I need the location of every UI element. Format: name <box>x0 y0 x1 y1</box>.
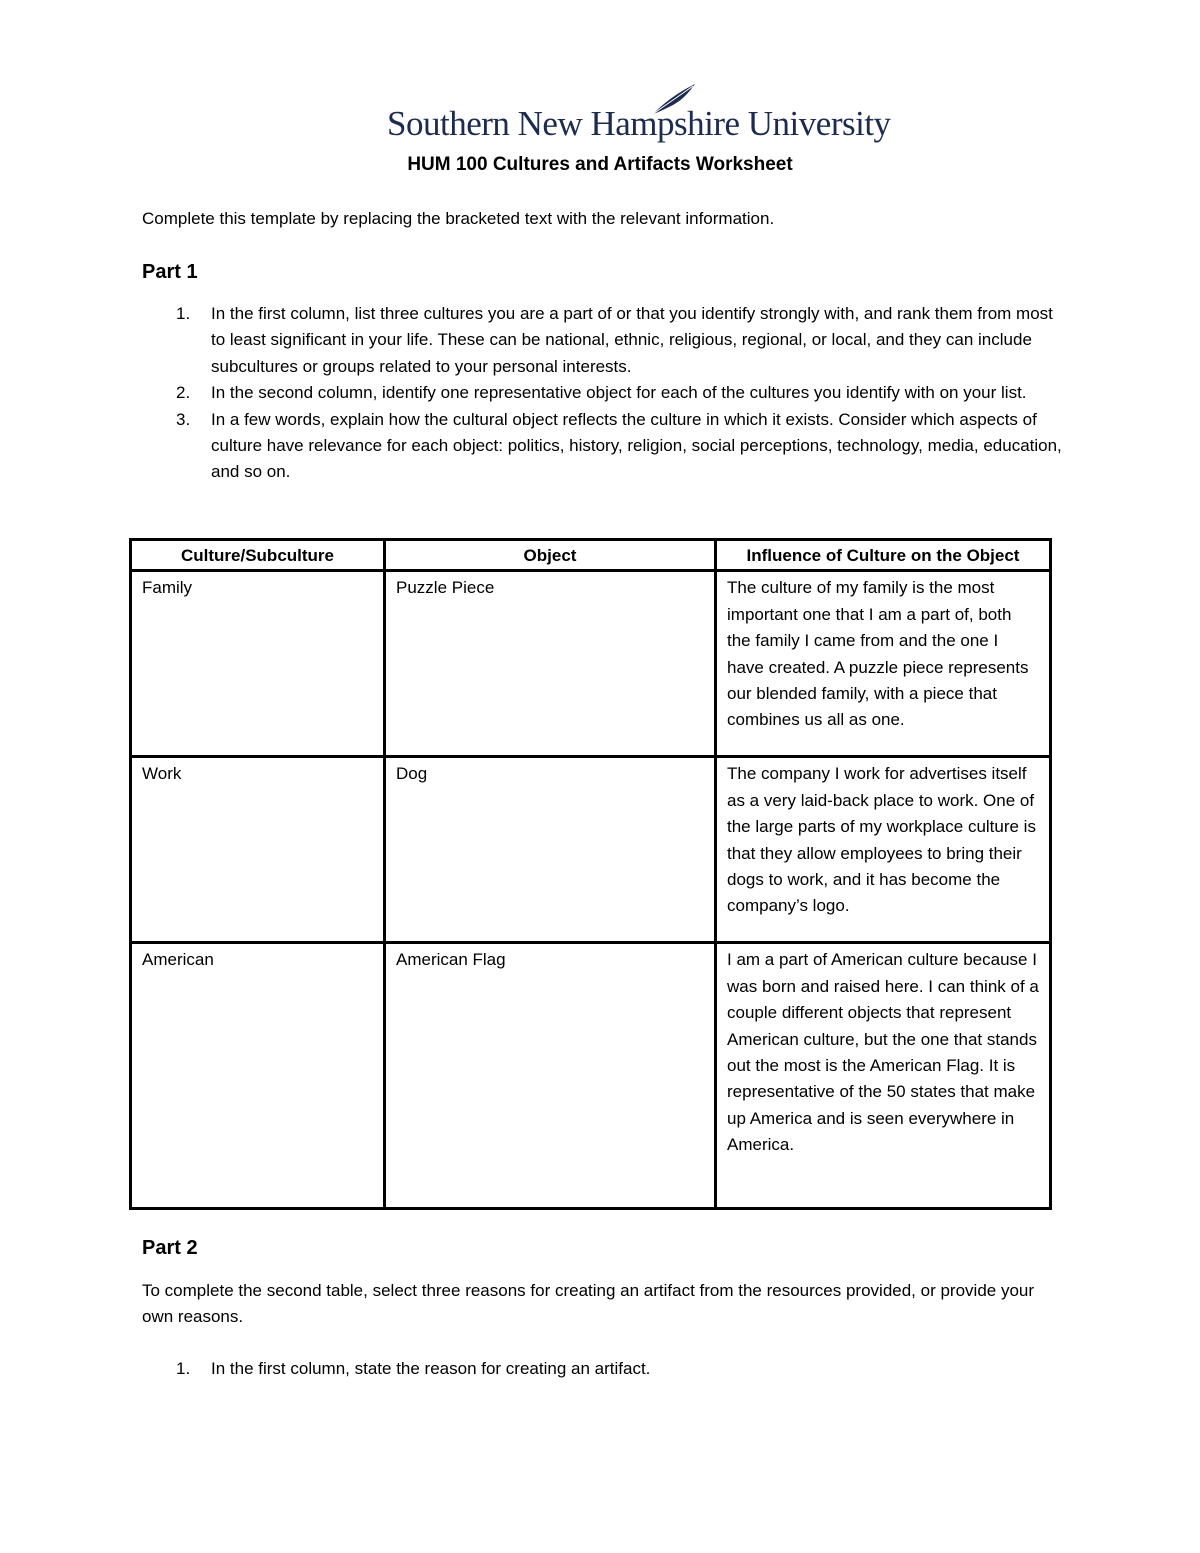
list-text: In the first column, state the reason for creating an artifact. <box>211 1359 651 1378</box>
cell-influence: The company I work for advertises itself as a very laid-back place to work. One of the large parts of my workplace culture is that they allow employees to bring their dogs to work, and it has become the company’s logo. <box>716 757 1051 943</box>
table-row <box>131 571 1051 757</box>
list-number: 2. <box>176 383 191 403</box>
intro-text: Complete this template by replacing the bracketed text with the relevant information. <box>142 209 775 228</box>
list-item <box>142 380 1062 406</box>
culture-artifact-table <box>129 538 1052 1210</box>
part2-heading: Part 2 <box>142 1237 198 1259</box>
cell-culture: American <box>131 943 385 1209</box>
cell-object: Dog <box>385 757 716 943</box>
cell-object: Puzzle Piece <box>385 571 716 757</box>
cell-culture: Work <box>131 757 385 943</box>
list-number: 1. <box>176 304 191 323</box>
cell-influence: I am a part of American culture because I was born and raised here. I can think of a couple different objects that represent American culture, but the one that stands out the most is the American Flag. It is representative of the 50 states that make up America and is seen everywhere in America. <box>716 943 1051 1209</box>
list-item <box>142 301 1062 380</box>
list-number: 3. <box>176 409 191 429</box>
header-influence: Influence of Culture on the Object <box>716 540 1051 571</box>
list-text: In the first column, list three cultures you are a part of or that you identify strongly with, and rank them from most to least significant in your life. These can be national, ethnic, religious, regional, or local, and they can include subcultures or groups related to your personal interests. <box>211 304 1053 376</box>
list-item <box>142 407 1062 486</box>
table-row <box>131 943 1051 1209</box>
part2-instructions <box>142 1356 1062 1382</box>
cell-object: American Flag <box>385 943 716 1209</box>
part2-paragraph: To complete the second table, select three reasons for creating an artifact from the resources provided, or provide your own reasons. <box>142 1281 1035 1327</box>
logo-wordmark: Southern New Hampshire University <box>387 104 891 143</box>
header-object: Object <box>385 540 716 571</box>
list-text: In a few words, explain how the cultural object reflects the culture in which it exists. Consider which aspects of culture have relevance for each object: politics, history, religion, social perceptions, technology, media, education, and so on. <box>211 409 1062 482</box>
document-title: HUM 100 Cultures and Artifacts Worksheet <box>407 154 793 175</box>
part1-instructions <box>142 301 1062 486</box>
part1-heading: Part 1 <box>142 261 198 283</box>
table-header-row <box>131 540 1051 571</box>
university-logo <box>387 82 891 146</box>
list-number: 1. <box>176 1359 191 1378</box>
header-culture: Culture/Subculture <box>131 540 385 571</box>
list-text: In the second column, identify one representative object for each of the cultures you identify with on your list. <box>211 383 1027 403</box>
cell-culture: Family <box>131 571 385 757</box>
cell-influence: The culture of my family is the most important one that I am a part of, both the family I came from and the one I have created. A puzzle piece represents our blended family, with a piece that combines us all as one. <box>716 571 1051 757</box>
list-item <box>142 1356 1062 1382</box>
table-row <box>131 757 1051 943</box>
